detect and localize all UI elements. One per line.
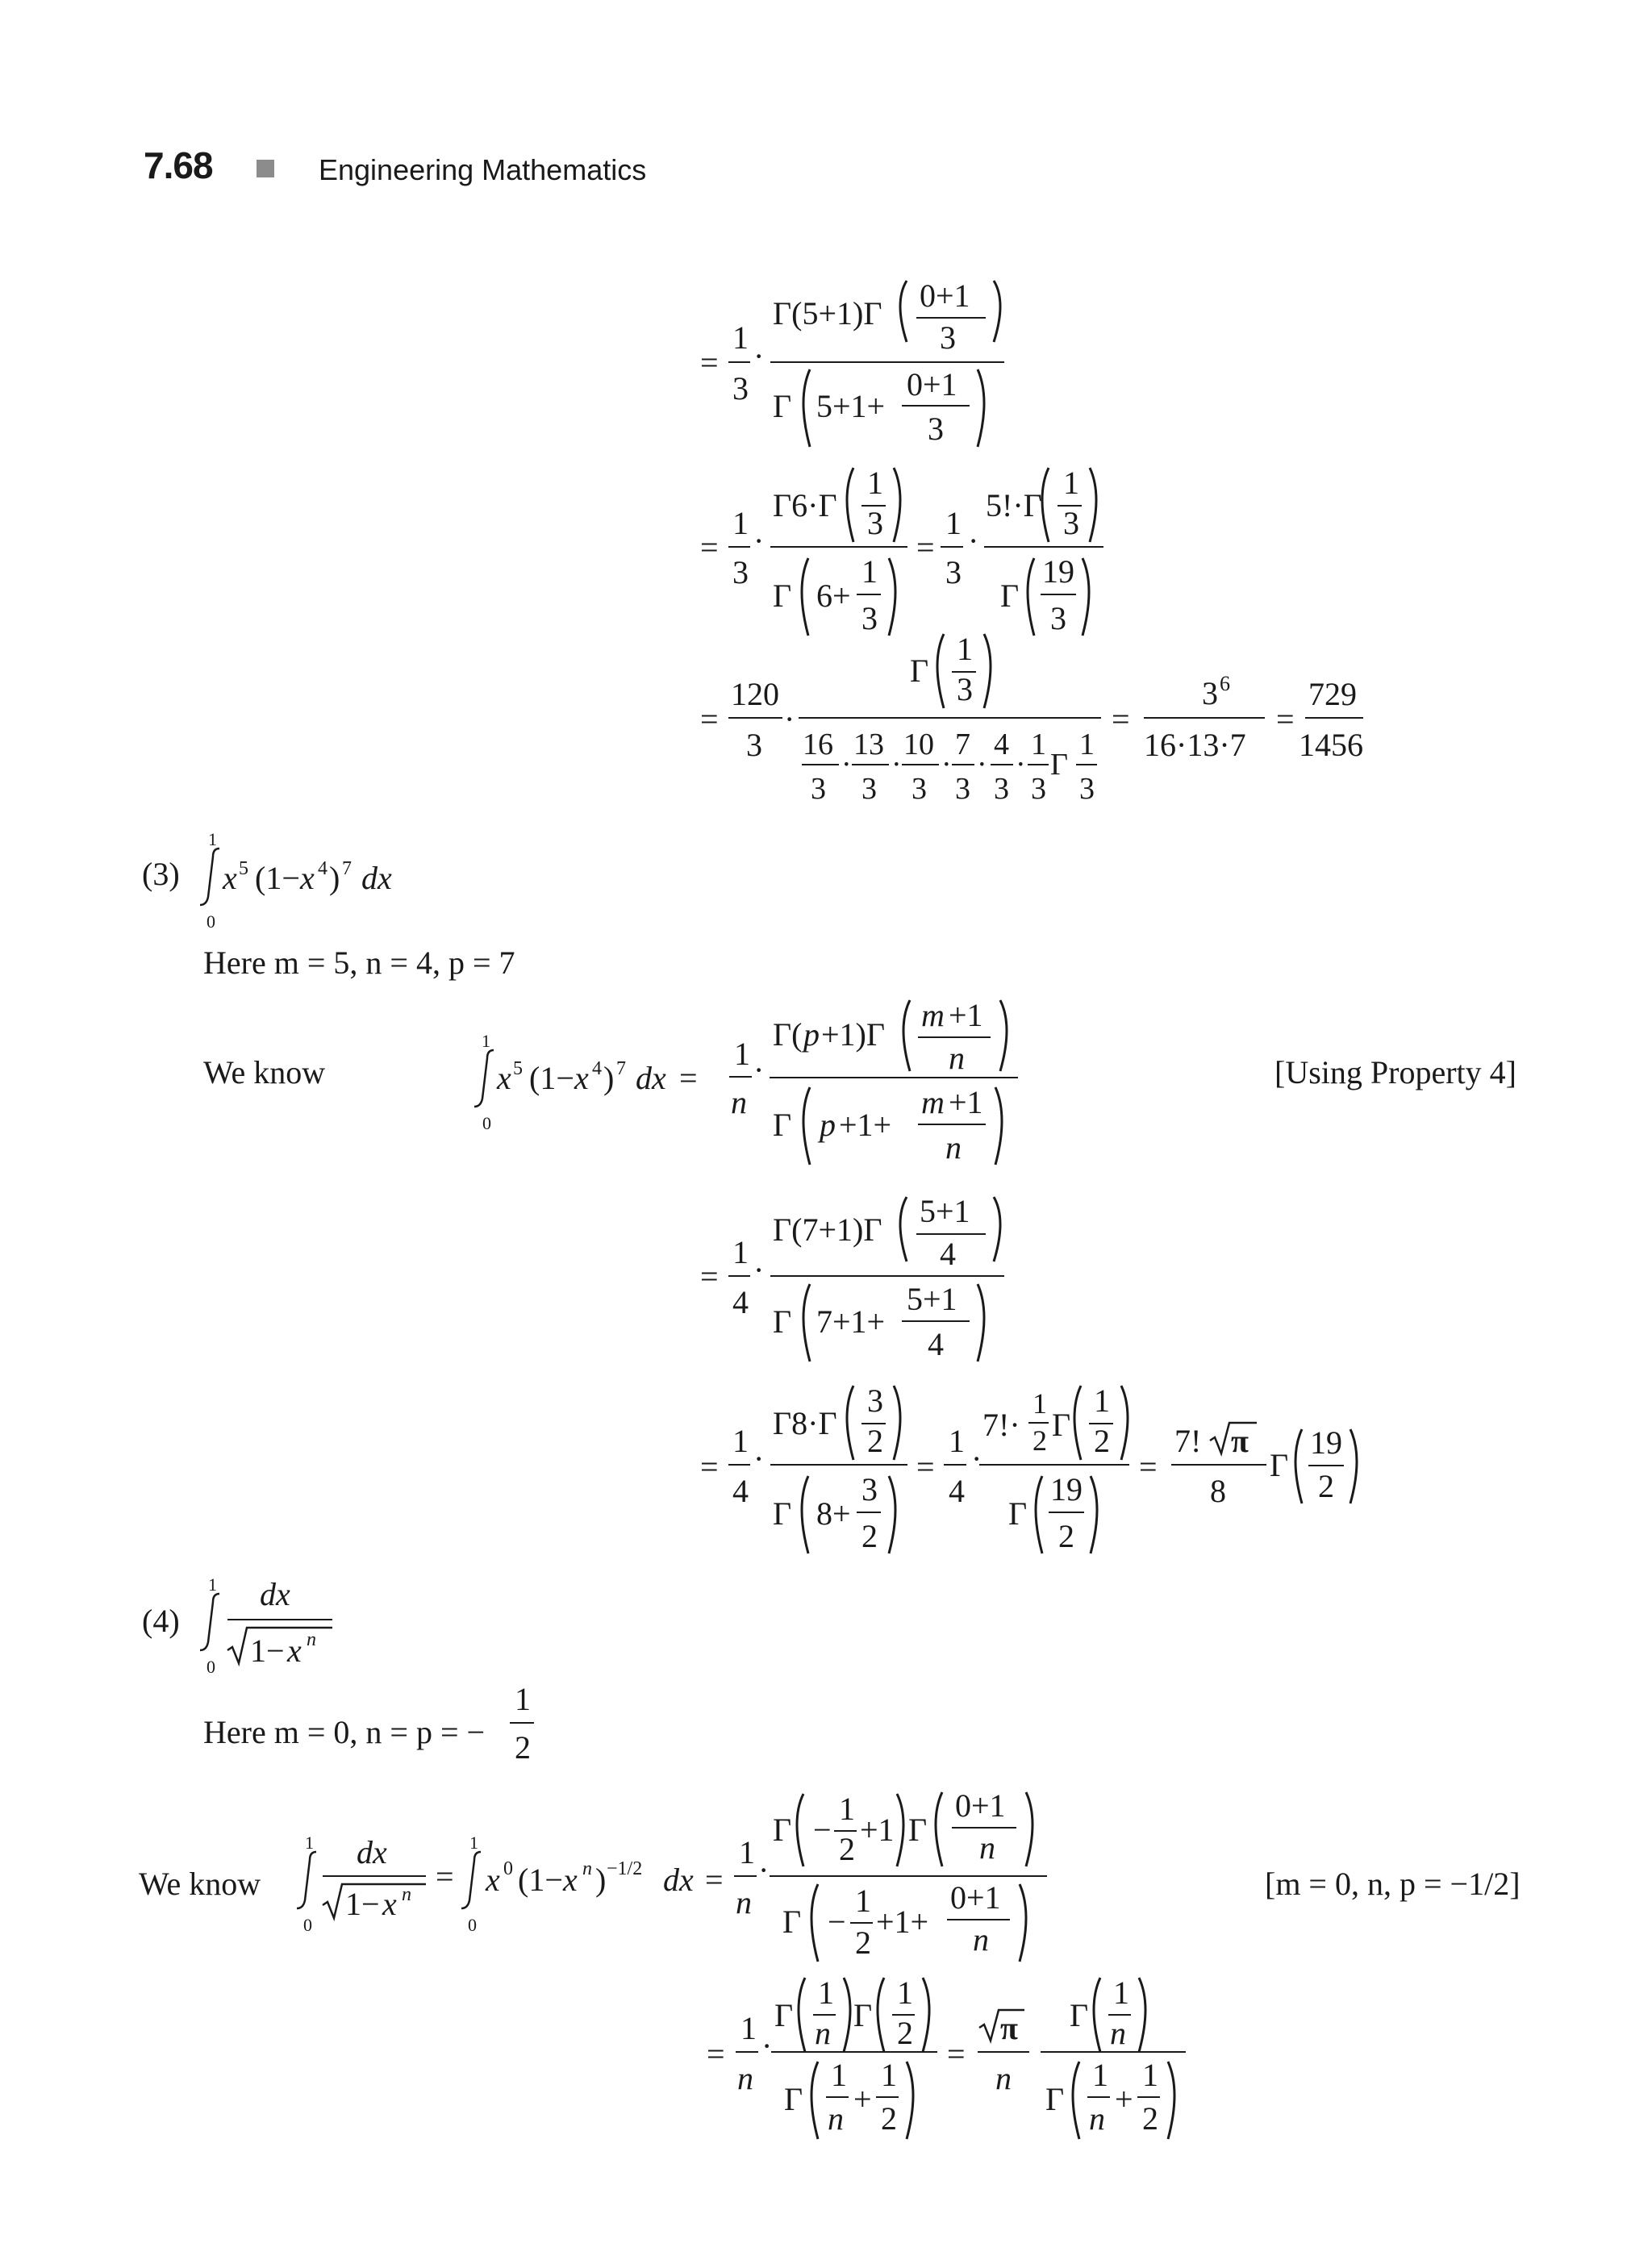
svg-text:Γ: Γ [1270,1447,1289,1483]
problem-3-integral [200,829,392,932]
svg-text:1: 1 [1113,1975,1129,2011]
svg-text:Γ: Γ [773,1812,792,1848]
svg-text:n: n [1110,2015,1126,2051]
svg-text:−: − [813,1812,832,1848]
svg-text:1: 1 [732,1423,749,1459]
svg-text:5+1: 5+1 [920,1193,970,1229]
svg-text:π: π [1000,2010,1018,2046]
svg-text:n: n [736,1884,752,1920]
svg-text:1: 1 [855,1883,871,1919]
equation-block-d [700,1193,1004,1362]
svg-text:+: + [853,2081,872,2117]
svg-text:Γ: Γ [773,1495,792,1532]
svg-text:1: 1 [732,1234,749,1270]
svg-text:0+1: 0+1 [955,1787,1006,1824]
svg-text:1: 1 [732,505,749,541]
svg-text:1: 1 [1094,1382,1110,1419]
svg-text:2: 2 [515,1729,531,1766]
svg-text:n: n [731,1084,747,1120]
svg-text:n: n [307,1629,316,1650]
svg-text:x: x [486,1862,500,1898]
svg-text:): ) [595,1862,607,1898]
svg-text:1: 1 [1142,2057,1158,2093]
problem-3-we-know: We know [203,1054,326,1090]
svg-text:7: 7 [616,1058,626,1079]
svg-text:6: 6 [1220,672,1230,695]
svg-text:dx: dx [260,1576,290,1612]
svg-text:1: 1 [469,1833,478,1853]
svg-text:1−: 1− [345,1886,380,1922]
svg-text:n: n [402,1884,411,1905]
svg-text:Γ: Γ [1045,2081,1065,2117]
value-120: 120 [731,676,779,712]
svg-text:=: = [916,529,935,565]
svg-text:n: n [582,1858,592,1879]
svg-text:0+1: 0+1 [907,366,957,402]
problem-3-formula [474,997,1018,1166]
svg-text:x: x [300,860,315,896]
svg-text:x: x [287,1633,302,1669]
svg-text:dx: dx [663,1862,694,1898]
svg-text:dx: dx [636,1060,666,1096]
svg-text:13: 13 [853,728,884,761]
svg-text:n: n [979,1829,995,1866]
svg-text:1: 1 [818,1975,834,2011]
svg-text:4: 4 [732,1473,749,1509]
svg-text:=: = [700,344,719,381]
svg-text:m: m [921,1084,945,1120]
svg-text:·: · [971,1441,982,1477]
svg-text:6+: 6+ [816,578,851,614]
problem-3-label: (3) [142,856,180,892]
svg-text:=: = [916,1449,935,1485]
svg-text:3: 3 [955,772,970,806]
svg-text:1: 1 [949,1423,965,1459]
svg-text:Γ: Γ [773,388,792,424]
book-title: Engineering Mathematics [319,153,647,186]
svg-text:Γ(7+1)Γ: Γ(7+1)Γ [773,1211,882,1248]
svg-text:+1: +1 [949,997,983,1033]
svg-text:Γ: Γ [1070,1997,1089,2033]
svg-text:5+1: 5+1 [907,1281,957,1317]
svg-text:5: 5 [513,1058,523,1079]
svg-text:3: 3 [867,1382,883,1419]
svg-text:1: 1 [1092,2057,1108,2093]
svg-text:3: 3 [912,772,927,806]
svg-text:·: · [761,2028,773,2064]
svg-text:19: 19 [1042,553,1074,590]
svg-text:0: 0 [303,1915,312,1935]
svg-text:+1: +1 [949,1084,983,1120]
svg-text:7!: 7! [1174,1423,1202,1459]
svg-text:1: 1 [734,1036,750,1072]
svg-text:n: n [945,1129,962,1166]
svg-text:2: 2 [839,1831,855,1867]
svg-text:·: · [891,748,902,782]
svg-text:=: = [700,529,719,565]
svg-text:Γ(: Γ( [773,1016,803,1053]
problem-4-integral [200,1574,332,1677]
svg-text:n: n [973,1921,989,1958]
svg-text:5+1+: 5+1+ [816,388,886,424]
svg-text:3: 3 [861,600,878,636]
svg-text:dx: dx [361,860,392,896]
svg-text:·: · [784,701,795,737]
svg-text:·: · [841,748,852,782]
svg-text:Γ8·Γ: Γ8·Γ [773,1405,837,1441]
svg-text:7: 7 [955,728,970,761]
svg-text:1: 1 [1063,465,1079,501]
svg-text:1: 1 [945,505,962,541]
svg-text:4: 4 [949,1473,965,1509]
svg-text:Γ: Γ [1008,1495,1028,1532]
svg-text:=: = [679,1060,698,1096]
svg-text:19: 19 [1050,1471,1083,1507]
svg-text:1: 1 [1079,728,1095,761]
svg-text:1: 1 [732,319,749,356]
svg-text:1: 1 [897,1975,913,2011]
svg-text:+1)Γ: +1)Γ [821,1016,886,1053]
svg-text:dx: dx [357,1834,387,1870]
svg-text:1: 1 [208,829,217,849]
svg-text:·: · [753,523,765,559]
svg-text:n: n [828,2100,844,2137]
svg-text:0: 0 [482,1113,491,1133]
svg-text:Γ: Γ [853,1997,873,2033]
power-3-6: 3 [1202,675,1218,711]
svg-text:π: π [1231,1423,1249,1459]
svg-text:Γ: Γ [1050,748,1068,782]
svg-text:3: 3 [994,772,1009,806]
svg-text:p: p [820,1107,836,1143]
svg-text:Γ: Γ [773,1303,792,1340]
svg-text:(1−: (1− [255,860,300,896]
svg-text:2: 2 [1058,1518,1074,1554]
svg-text:4: 4 [318,858,327,879]
svg-text:Γ: Γ [1052,1407,1071,1443]
svg-text:n: n [949,1040,965,1076]
equation-block-c [700,631,1363,806]
svg-text:1: 1 [208,1574,217,1595]
svg-text:x: x [574,1060,589,1096]
svg-text:x: x [223,860,237,896]
problem-4-formula [297,1787,1047,1962]
svg-text:3: 3 [1063,505,1079,541]
svg-text:·: · [758,1852,770,1888]
svg-text:1: 1 [515,1681,531,1717]
svg-text:·: · [753,338,765,374]
problem-4-we-know: We know [139,1866,261,1902]
value-1456: 1456 [1299,727,1363,763]
svg-text:0: 0 [468,1915,477,1935]
svg-text:3: 3 [861,1471,878,1507]
svg-text:1: 1 [305,1833,314,1853]
svg-text:7: 7 [342,858,352,879]
svg-text:1: 1 [1032,1387,1047,1420]
svg-text:4: 4 [732,1284,749,1320]
svg-text:=: = [705,1862,724,1898]
svg-text:p: p [803,1016,820,1053]
svg-text:Γ6·Γ: Γ6·Γ [773,487,837,523]
svg-text:): ) [329,860,340,896]
svg-text:7!·: 7!· [982,1407,1020,1443]
svg-text:+: + [1115,2081,1133,2117]
svg-text:1: 1 [839,1791,855,1827]
svg-text:3: 3 [957,671,973,707]
svg-text:2: 2 [881,2100,897,2137]
svg-text:1−: 1− [250,1633,285,1669]
svg-text:=: = [436,1858,454,1895]
svg-text:3: 3 [732,370,749,407]
problem-3-note: [Using Property 4] [1274,1054,1516,1090]
svg-text:x: x [563,1862,578,1898]
svg-text:·: · [753,1052,765,1088]
problem-3-here-line: Here m = 5, n = 4, p = 7 [203,945,515,981]
svg-text:=: = [700,1258,719,1295]
equation-block-e [700,1382,1357,1554]
svg-text:2: 2 [1318,1468,1334,1504]
svg-text:·: · [941,748,952,782]
problem-4-note: [m = 0, n, p = −1/2] [1265,1866,1521,1902]
svg-text:−1/2: −1/2 [607,1858,643,1879]
svg-text:2: 2 [1094,1423,1110,1459]
svg-text:16·13·7: 16·13·7 [1144,727,1246,763]
svg-text:5: 5 [239,858,248,879]
svg-text:0+1: 0+1 [950,1879,1001,1916]
page-number: 7.68 [144,144,213,186]
svg-text:1: 1 [867,465,883,501]
svg-text:Γ(5+1)Γ: Γ(5+1)Γ [773,295,882,332]
svg-text:5!·Γ: 5!·Γ [986,487,1042,523]
svg-text:·: · [968,523,979,559]
svg-text:2: 2 [1032,1424,1047,1457]
svg-text:2: 2 [897,2015,913,2051]
svg-text:(1−: (1− [529,1060,574,1096]
svg-text:(1−: (1− [518,1862,563,1898]
svg-text:−: − [828,1904,846,1940]
svg-text:1: 1 [740,2010,757,2046]
svg-text:1: 1 [831,2057,847,2093]
svg-text:Γ: Γ [782,1904,802,1940]
svg-text:n: n [815,2015,831,2051]
svg-text:4: 4 [592,1058,602,1079]
svg-text:Γ: Γ [784,2081,803,2117]
svg-text:16: 16 [803,728,833,761]
svg-text:3: 3 [861,772,877,806]
svg-text:2: 2 [855,1924,871,1961]
svg-text:1: 1 [881,2057,897,2093]
svg-text:·: · [977,748,987,782]
svg-text:=: = [700,1449,719,1485]
svg-text:10: 10 [903,728,934,761]
svg-text:1: 1 [482,1031,490,1051]
svg-text:3: 3 [732,554,749,590]
svg-text:n: n [995,2060,1012,2096]
svg-text:Γ: Γ [774,1997,794,2033]
svg-text:3: 3 [945,554,962,590]
svg-text:0: 0 [206,911,215,932]
svg-text:3: 3 [746,727,762,763]
svg-text:1: 1 [1031,728,1046,761]
svg-text:=: = [947,2036,966,2072]
svg-text:0+1: 0+1 [920,277,970,314]
problem-4-here-fraction [510,1681,534,1766]
svg-text:+1: +1 [860,1812,895,1848]
svg-text:=: = [700,701,719,737]
svg-text:Γ: Γ [773,578,792,614]
svg-text:): ) [603,1060,615,1096]
svg-text:=: = [1112,701,1130,737]
svg-text:2: 2 [1142,2100,1158,2137]
svg-text:n: n [1089,2100,1105,2137]
svg-text:·: · [753,1252,765,1288]
svg-text:m: m [921,997,945,1033]
svg-text:8: 8 [1210,1473,1226,1509]
svg-text:=: = [1139,1449,1158,1485]
svg-text:0: 0 [206,1657,215,1677]
svg-text:19: 19 [1310,1424,1342,1461]
svg-text:8+: 8+ [816,1495,851,1532]
svg-text:·: · [753,1441,765,1477]
svg-text:Γ: Γ [1000,578,1020,614]
svg-text:3: 3 [1050,600,1066,636]
equation-block-f [707,1975,1186,2139]
svg-text:1: 1 [957,631,973,667]
svg-text:3: 3 [811,772,826,806]
svg-text:4: 4 [928,1326,944,1362]
svg-text:3: 3 [867,505,883,541]
svg-text:x: x [382,1886,397,1922]
svg-text:Γ: Γ [773,1107,792,1143]
svg-text:7+1+: 7+1+ [816,1303,886,1340]
svg-text:2: 2 [861,1518,878,1554]
svg-text:Γ: Γ [910,653,929,689]
svg-text:3: 3 [1031,772,1046,806]
value-729: 729 [1308,676,1357,712]
svg-text:3: 3 [940,319,956,356]
svg-text:n: n [737,2060,753,2096]
problem-4-here-line: Here m = 0, n = p = − [203,1714,486,1750]
problem-4-label: (4) [142,1603,180,1639]
svg-text:4: 4 [940,1236,956,1272]
svg-text:1: 1 [861,553,878,590]
svg-text:0: 0 [503,1858,513,1879]
svg-text:+1+: +1+ [876,1904,929,1940]
svg-text:2: 2 [867,1423,883,1459]
svg-text:=: = [707,2036,725,2072]
equation-block-a [700,277,1004,447]
svg-text:·: · [1016,748,1026,782]
svg-text:=: = [1276,701,1295,737]
svg-text:x: x [497,1060,511,1096]
svg-text:1: 1 [739,1834,755,1870]
equation-block-b [700,465,1103,636]
svg-text:+1+: +1+ [839,1107,892,1143]
svg-text:3: 3 [928,411,944,447]
svg-text:Γ: Γ [908,1812,928,1848]
svg-text:3: 3 [1079,772,1095,806]
svg-text:4: 4 [994,728,1009,761]
